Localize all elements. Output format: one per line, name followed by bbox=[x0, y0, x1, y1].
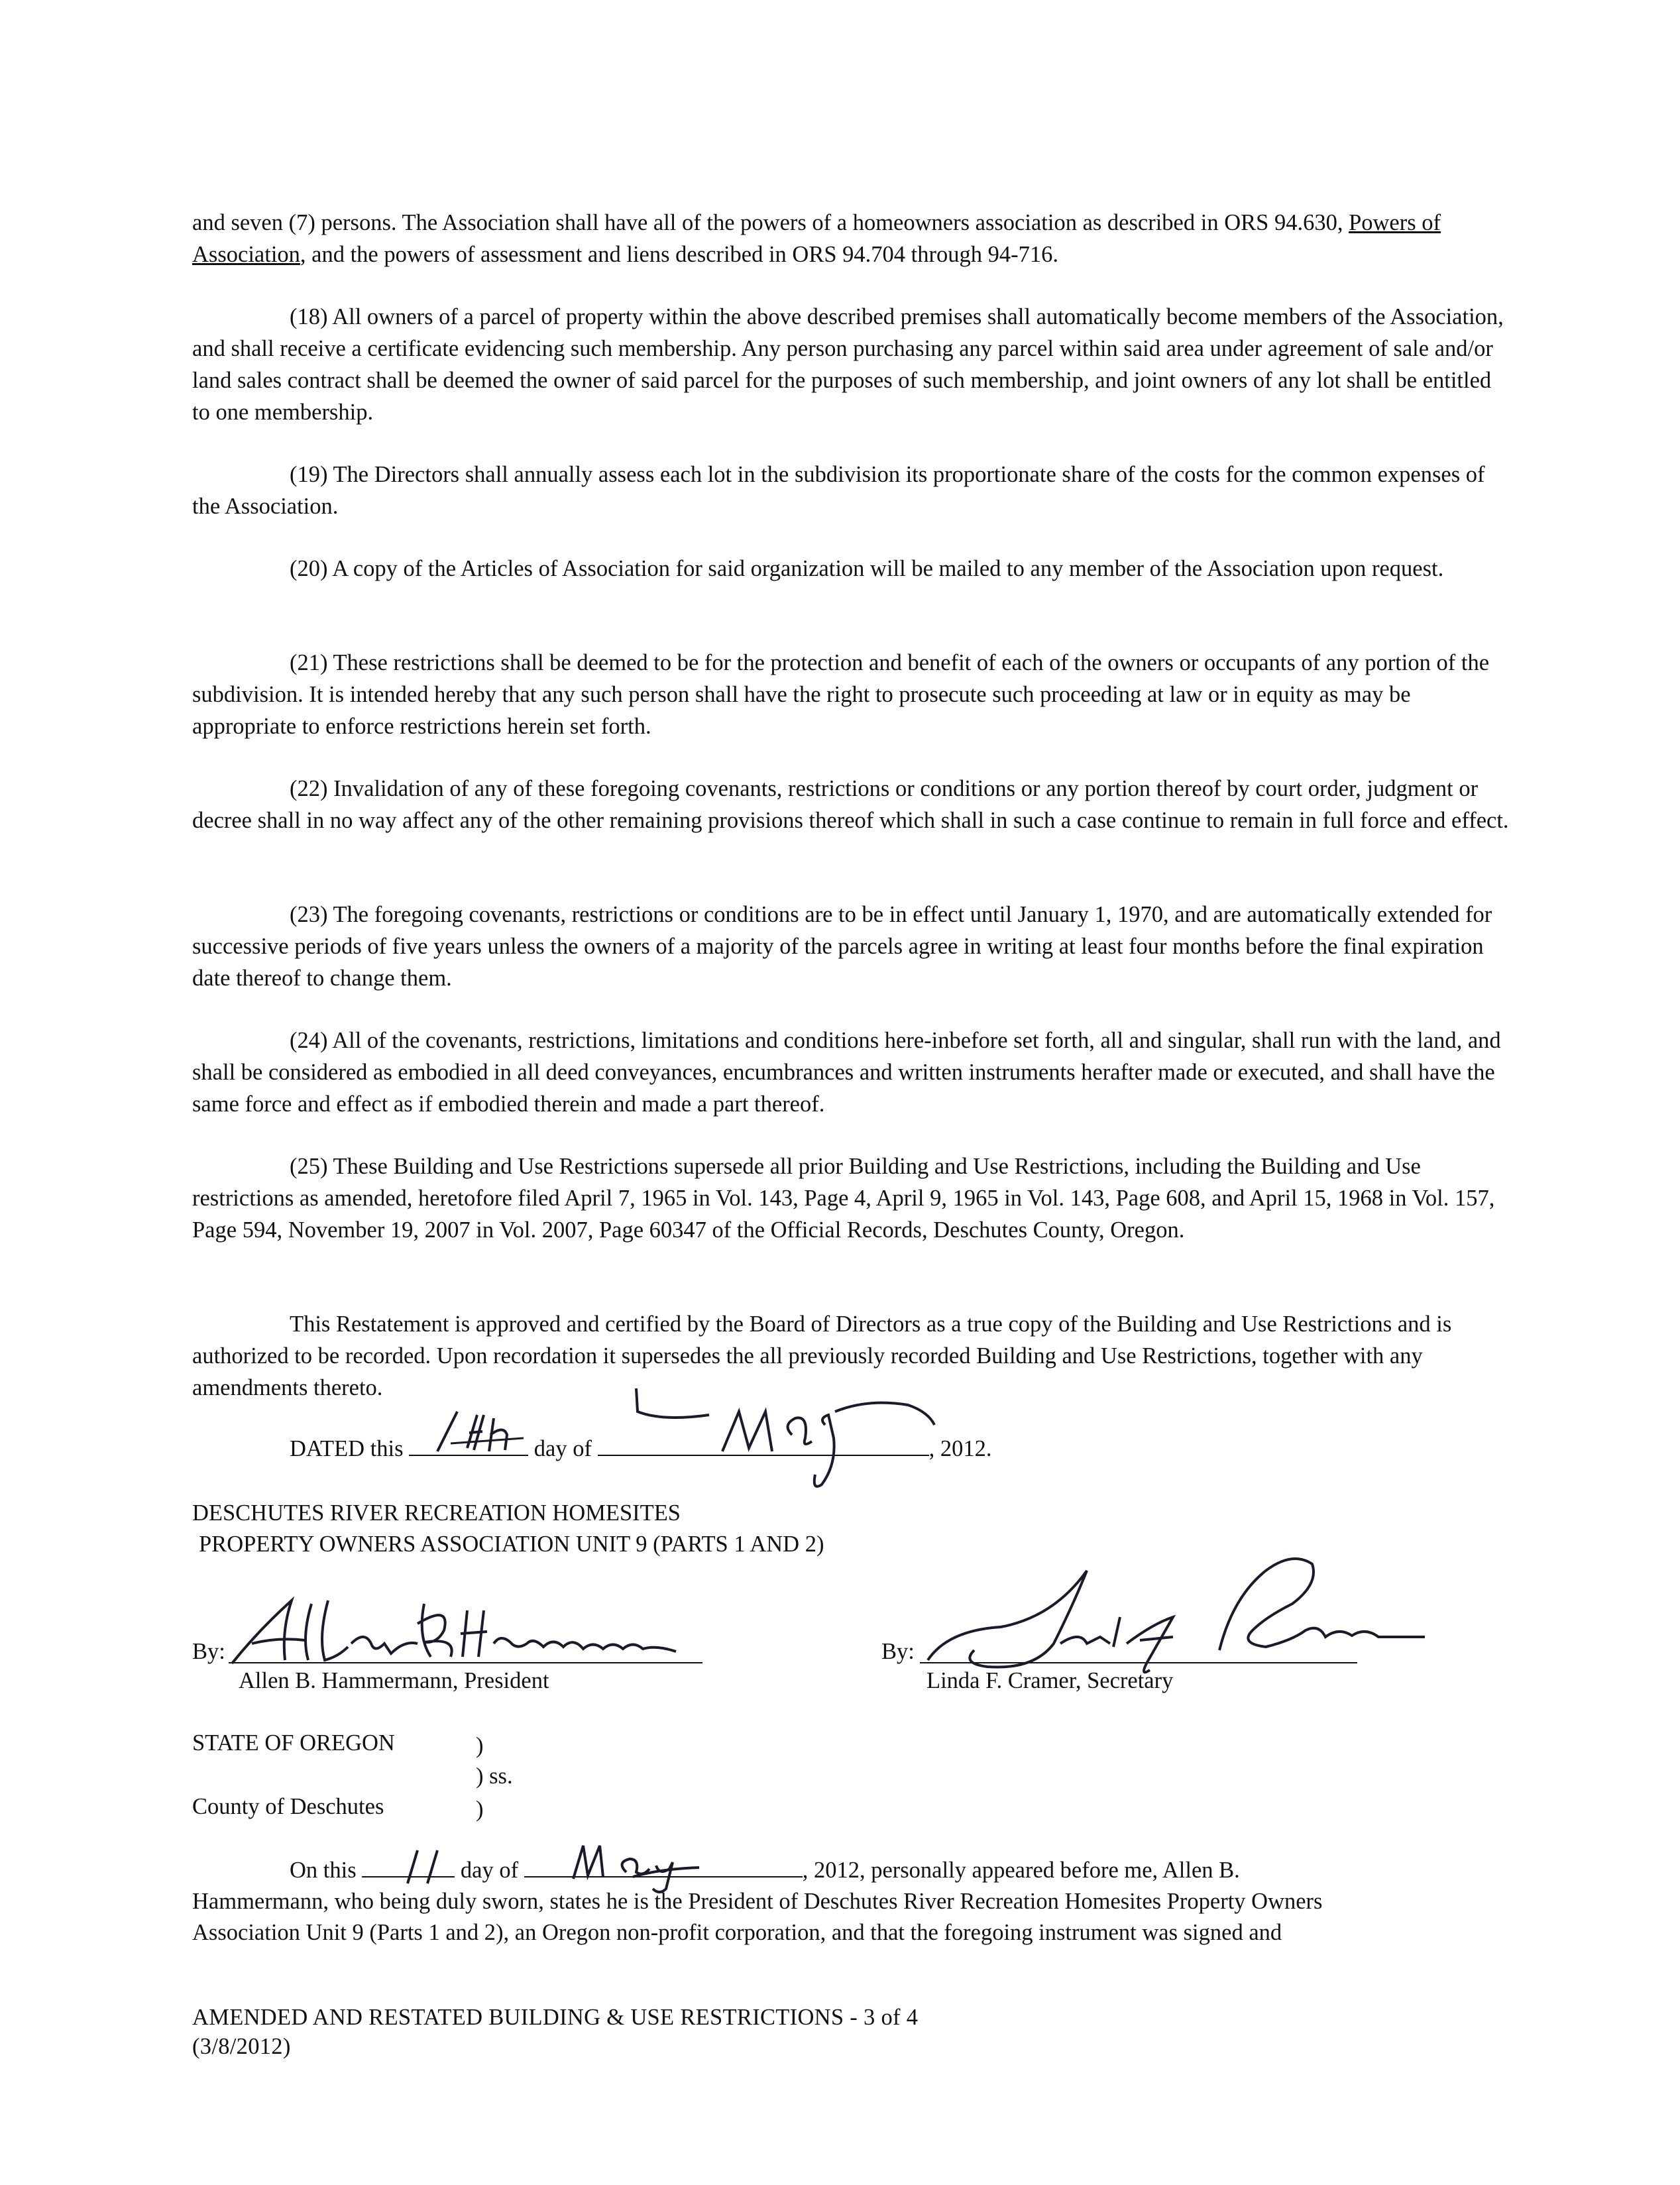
right-by-label: By: bbox=[881, 1639, 915, 1664]
paragraph-17-text-a: and seven (7) persons. The Association shall have all of the powers of a homeowners association as described in ORS 94.630, bbox=[192, 210, 1349, 235]
ack-rest-line-1: , 2012, personally appeared before me, Allen B. bbox=[802, 1858, 1240, 1883]
right-signer-name: Linda F. Cramer, Secretary bbox=[926, 1668, 1174, 1693]
left-handwritten-signature bbox=[219, 1591, 716, 1677]
paragraph-17-text-b: , and the powers of assessment and liens described in ORS 94.704 through 94-716. bbox=[300, 242, 1058, 267]
handwritten-month-may bbox=[623, 1385, 941, 1498]
paragraph-24: (24) All of the covenants, restrictions, limitations and conditions here-inbefore set forth, all and singular, shall run with the land, and shall be considered as embodied in all deed conveyances, encumbrances and written instruments herafter made or executed, and shall have the same force and effect as if embodied therein and made a part thereof. bbox=[192, 1028, 1501, 1117]
ack-on-this: On this bbox=[290, 1858, 357, 1883]
paragraph-23: (23) The foregoing covenants, restrictions or conditions are to be in effect until January 1, 1970, and are automatically extended for successive periods of five years unless the owners of a majority of the parcels agree in writing at least four months before the final expiration date thereof to change them. bbox=[192, 902, 1492, 991]
venue-ss: ) ss. bbox=[476, 1764, 513, 1789]
footer-date: (3/8/2012) bbox=[192, 2034, 291, 2059]
dated-prefix: DATED this bbox=[290, 1436, 404, 1461]
acknowledgment-line-3: Association Unit 9 (Parts 1 and 2), an Oregon non-profit corporation, and that the foregoing instrument was signed and bbox=[192, 1920, 1282, 1945]
left-by-label: By: bbox=[192, 1639, 225, 1664]
venue-paren-open: ) bbox=[476, 1733, 484, 1758]
right-handwritten-signature bbox=[921, 1531, 1438, 1683]
acknowledgment-line-2: Hammermann, who being duly sworn, states he is the President of Deschutes River Recreation Homesites Property Owners bbox=[192, 1889, 1323, 1914]
powers-of-association-underlined: Powers of Association bbox=[192, 210, 1441, 267]
venue-state: STATE OF OREGON bbox=[192, 1730, 395, 1756]
left-signer-name: Allen B. Hammermann, President bbox=[239, 1668, 549, 1693]
paragraph-21: (21) These restrictions shall be deemed to be for the protection and benefit of each of the owners or occupants of any portion of the subdivision. It is intended hereby that any such person shall have the right to prosecute such proceeding at law or in equity as may be appropriate to enforce restrictions herein set forth. bbox=[192, 650, 1490, 739]
ack-day-of: day of bbox=[460, 1858, 519, 1883]
handwritten-day-14th bbox=[431, 1398, 543, 1458]
paragraph-25: (25) These Building and Use Restrictions supersede all prior Building and Use Restrictions, including the Building and Use restrictions as amended, heretofore filed April 7, 1965 in Vol. 143, Page 4, April 9, 1965 in Vol. 143, Page 608, and April 15, 1968 in Vol. 157, Page 594, November 19, 2007 in Vol. 2007, Page 60347 of the Official Records, Deschutes County, Oregon. bbox=[192, 1154, 1495, 1243]
association-name-line-2: PROPERTY OWNERS ASSOCIATION UNIT 9 (PARTS 1 AND 2) bbox=[199, 1532, 824, 1557]
paragraph-20: (20) A copy of the Articles of Association for said organization will be mailed to any member of the Association upon request. bbox=[290, 556, 1444, 581]
venue-paren-close: ) bbox=[476, 1797, 484, 1822]
venue-county: County of Deschutes bbox=[192, 1794, 384, 1819]
paragraph-17-continuation bbox=[192, 207, 1511, 270]
footer-title: AMENDED AND RESTATED BUILDING & USE RESTRICTIONS - 3 of 4 bbox=[192, 2005, 919, 2030]
dated-day-of: day of bbox=[533, 1436, 592, 1461]
handwritten-day-11 bbox=[391, 1842, 464, 1889]
paragraph-19: (19) The Directors shall annually assess each lot in the subdivision its proportionate share of the costs for the common expenses of the Association. bbox=[192, 462, 1485, 519]
restatement-paragraph: This Restatement is approved and certified by the Board of Directors as a true copy of the Building and Use Restrictions and is authorized to be recorded. Upon recordation it supersedes the all previously recorded Building and Use Restrictions, together with any amendments thereto. bbox=[192, 1312, 1452, 1400]
dated-year: , 2012. bbox=[928, 1436, 992, 1461]
paragraph-22: (22) Invalidation of any of these foregoing covenants, restrictions or conditions or any portion thereof by court order, judgment or decree shall in no way affect any of the other remaining provisions thereof which shall in such a case continue to remain in full force and effect. bbox=[192, 776, 1509, 833]
paragraph-18: (18) All owners of a parcel of property within the above described premises shall automatically become members of the Association, and shall receive a certificate evidencing such membership. Any person purchasing any parcel within said area under agreement of sale and/or land sales contract shall be deemed the owner of said parcel for the purposes of such membership, and joint owners of any lot shall be entitled to one membership. bbox=[192, 304, 1504, 425]
association-name-line-1: DESCHUTES RIVER RECREATION HOMESITES bbox=[192, 1500, 681, 1526]
